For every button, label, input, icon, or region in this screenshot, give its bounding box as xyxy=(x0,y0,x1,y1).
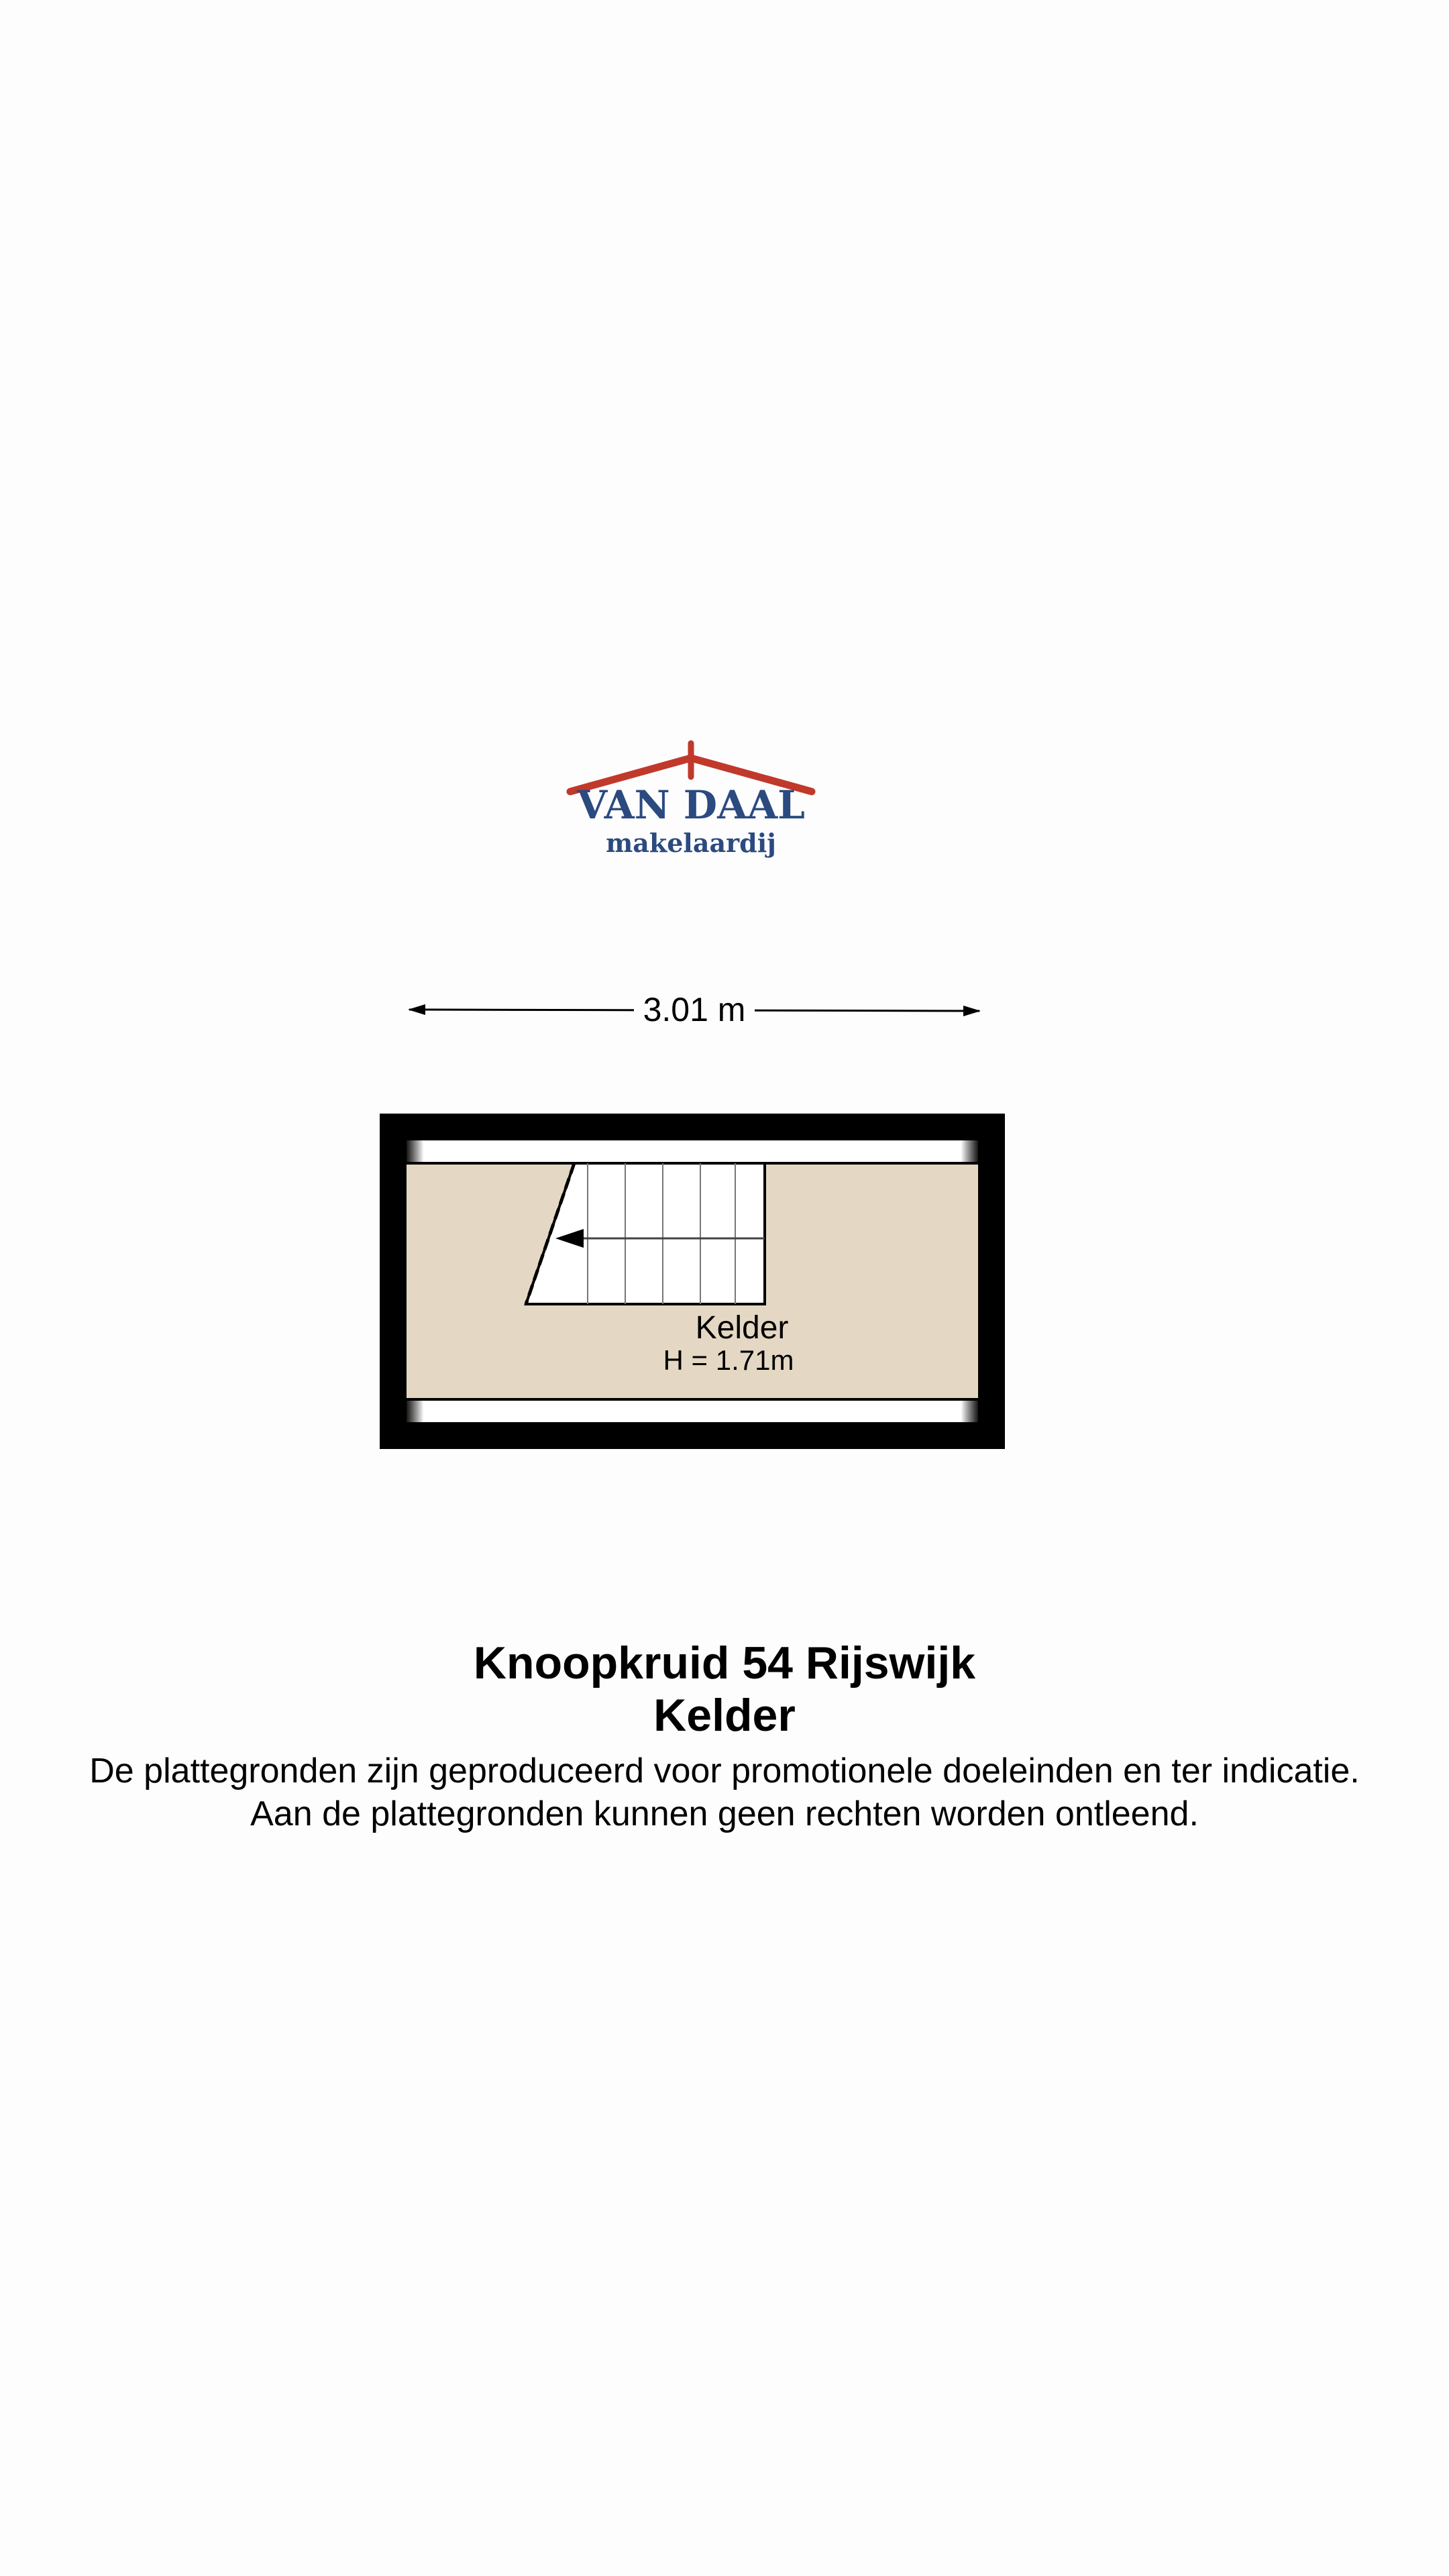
logo-line2: makelaardij xyxy=(606,828,776,858)
width-dimension xyxy=(402,986,986,1033)
window-top xyxy=(407,1140,978,1163)
room-height: H = 1.71m xyxy=(663,1344,794,1376)
dimension-label: 3.01 m xyxy=(634,991,755,1028)
floor-plan xyxy=(380,1114,1005,1449)
disclaimer-line-1: De plattegronden zijn geproduceerd voor promotionele doeleinden en ter indicatie. xyxy=(89,1752,1360,1790)
van-daal-logo xyxy=(557,738,825,879)
logo-roof-icon xyxy=(557,738,825,879)
disclaimer-line-2: Aan de plattegronden kunnen geen rechten worden ontleend. xyxy=(250,1794,1199,1833)
window-bottom xyxy=(407,1399,978,1422)
floor-level-title: Kelder xyxy=(653,1690,796,1741)
logo-line1: VAN DAAL xyxy=(577,782,805,828)
property-address: Knoopkruid 54 Rijswijk xyxy=(473,1638,976,1688)
room-name: Kelder xyxy=(695,1310,789,1346)
